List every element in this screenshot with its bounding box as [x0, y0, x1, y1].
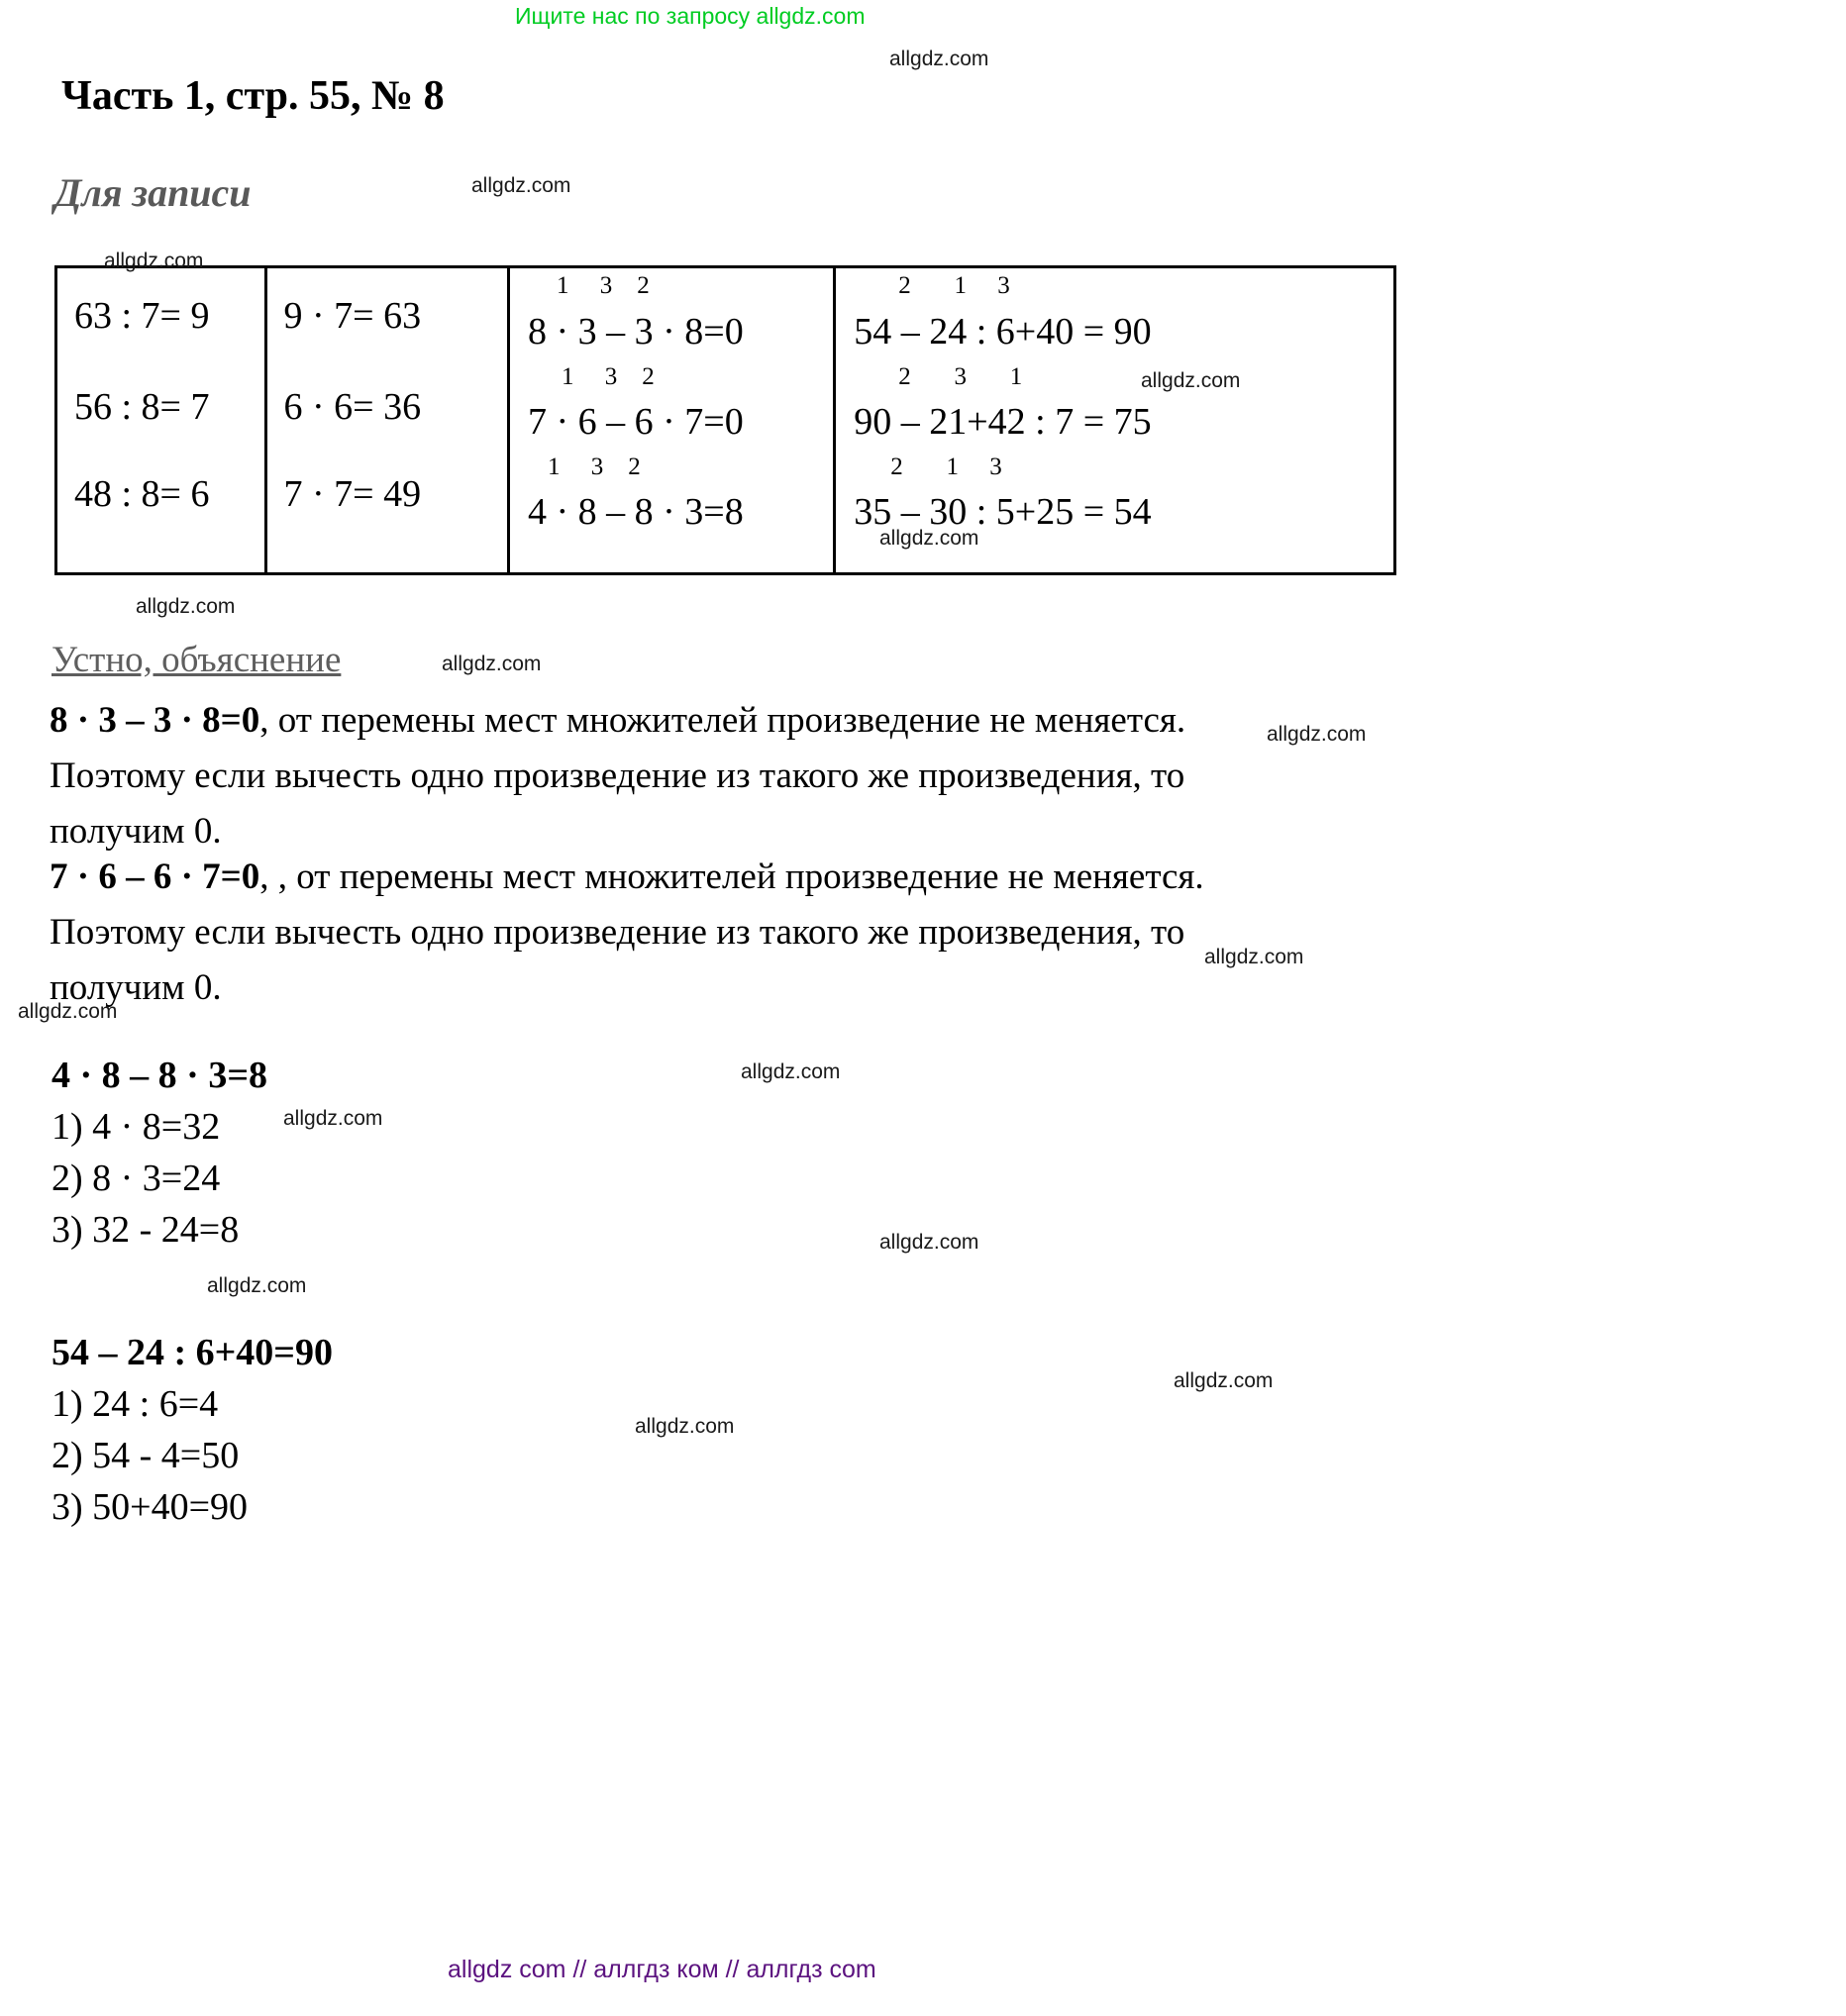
table-cell: 6 · 6= 36 — [283, 386, 422, 428]
table-column-order-a — [510, 268, 836, 572]
watermark: allgdz.com — [18, 1000, 118, 1023]
explanation-heading: Устно, объяснение — [51, 640, 342, 680]
explanation-expression: 8 · 3 – 3 · 8=0 — [50, 700, 260, 741]
operation-order-marks: 2 3 1 — [898, 363, 1023, 390]
solution-heading: 54 – 24 : 6+40=90 — [51, 1332, 333, 1373]
watermark: allgdz.com — [889, 48, 989, 70]
operation-order-marks: 1 3 2 — [547, 454, 641, 480]
watermark: allgdz.com — [104, 250, 204, 272]
watermark: allgdz.com — [1204, 946, 1304, 968]
watermark: allgdz.com — [741, 1060, 841, 1083]
watermark: allgdz.com — [471, 174, 571, 197]
table-cell: 63 : 7= 9 — [74, 295, 210, 337]
table-cell: 90 – 21+42 : 7 = 75 — [854, 401, 1152, 443]
operation-order-marks: 2 1 3 — [898, 272, 1010, 299]
table-cell: 8 · 3 – 3 · 8=0 — [527, 311, 744, 353]
section-subtitle: Для записи — [54, 170, 252, 215]
watermark: allgdz.com — [136, 595, 236, 618]
explanation-paragraph — [50, 850, 1278, 1016]
watermark: allgdz.com — [1141, 369, 1241, 392]
watermark: allgdz.com — [879, 527, 979, 550]
solution-step: 3) 50+40=90 — [51, 1486, 249, 1528]
watermark: allgdz.com — [879, 1231, 979, 1254]
solution-step: 1) 4 · 8=32 — [51, 1106, 221, 1148]
solution-step: 2) 8 · 3=24 — [51, 1158, 221, 1199]
explanation-text: , , от перемены мест множителей произведение не меняется. Поэтому если вычесть одно произведение из такого же произведения, то получим 0. — [50, 857, 1204, 1008]
table-column-multiplication — [267, 268, 510, 572]
watermark: allgdz.com — [207, 1274, 307, 1297]
solution-block — [51, 1327, 333, 1533]
solution-heading: 4 · 8 – 8 · 3=8 — [51, 1055, 267, 1096]
watermark: allgdz.com — [1174, 1369, 1274, 1392]
watermark: allgdz.com — [442, 653, 542, 675]
answers-table — [54, 265, 1396, 575]
table-column-division — [57, 268, 267, 572]
footer-watermark: allgdz com // аллгдз ком // аллгдз com — [448, 1956, 876, 1983]
solution-step: 2) 54 - 4=50 — [51, 1435, 240, 1476]
operation-order-marks: 2 1 3 — [890, 454, 1002, 480]
table-cell: 7 · 6 – 6 · 7=0 — [527, 401, 744, 443]
table-cell: 48 : 8= 6 — [74, 473, 210, 515]
promo-banner: Ищите нас по запросу allgdz.com — [515, 3, 866, 29]
operation-order-marks: 1 3 2 — [561, 363, 655, 390]
solution-step: 3) 32 - 24=8 — [51, 1209, 240, 1251]
explanation-expression: 7 · 6 – 6 · 7=0 — [50, 857, 260, 897]
watermark: allgdz.com — [635, 1415, 735, 1438]
table-cell: 7 · 7= 49 — [283, 473, 422, 515]
page-title: Часть 1, стр. 55, № 8 — [61, 73, 445, 119]
table-cell: 56 : 8= 7 — [74, 386, 210, 428]
table-cell: 4 · 8 – 8 · 3=8 — [527, 491, 744, 533]
solution-step: 1) 24 : 6=4 — [51, 1383, 219, 1425]
watermark: allgdz.com — [283, 1107, 383, 1130]
explanation-text: , от перемены мест множителей произведение не меняется. Поэтому если вычесть одно произведение из такого же произведения, то получим 0. — [50, 700, 1186, 852]
table-cell: 9 · 7= 63 — [283, 295, 422, 337]
table-cell: 54 – 24 : 6+40 = 90 — [854, 311, 1152, 353]
table-cell: 35 – 30 : 5+25 = 54 — [854, 491, 1152, 533]
explanation-paragraph — [50, 693, 1258, 859]
solution-block — [51, 1050, 267, 1256]
operation-order-marks: 1 3 2 — [556, 272, 650, 299]
watermark: allgdz.com — [1267, 723, 1367, 746]
